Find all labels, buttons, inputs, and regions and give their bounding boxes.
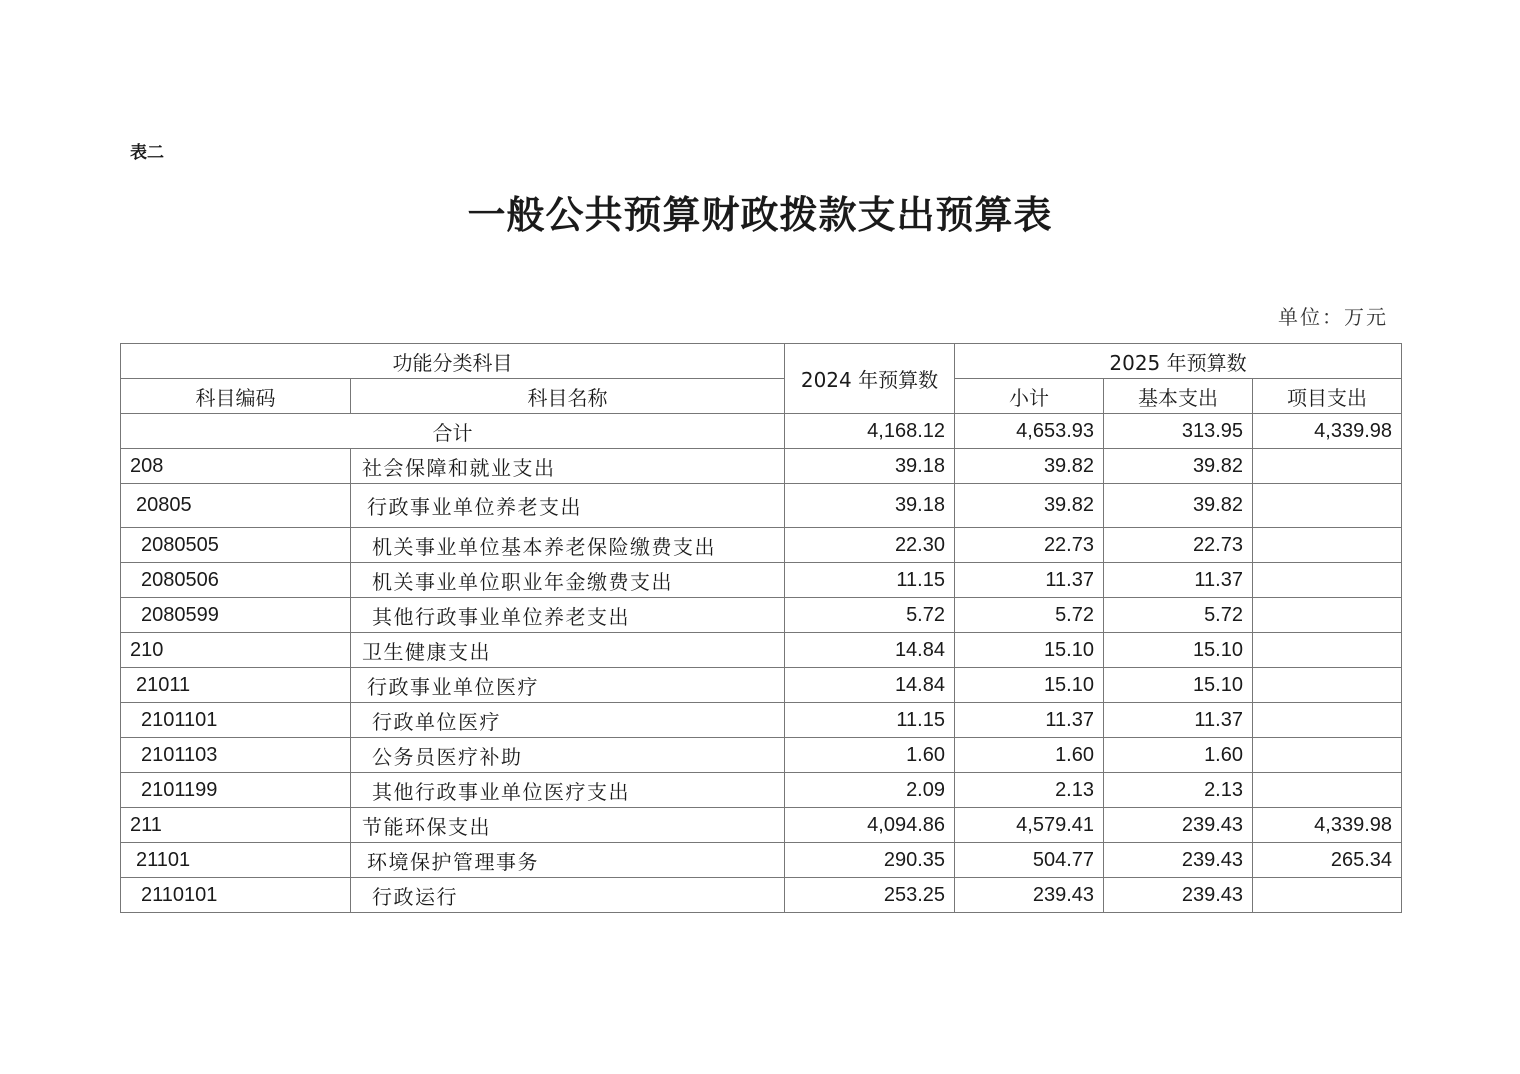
row-subtotal: 504.77 xyxy=(955,843,1104,878)
header-code: 科目编码 xyxy=(121,379,351,414)
header-budget-2024: 2024 年预算数 xyxy=(785,344,955,414)
row-basic: 11.37 xyxy=(1104,563,1253,598)
row-name: 环境保护管理事务 xyxy=(351,843,785,878)
header-basic: 基本支出 xyxy=(1104,379,1253,414)
row-budget-2024: 253.25 xyxy=(785,878,955,913)
table-row xyxy=(121,738,1402,773)
table-row xyxy=(121,773,1402,808)
row-name: 其他行政事业单位医疗支出 xyxy=(351,773,785,808)
table-row xyxy=(121,808,1402,843)
total-basic: 313.95 xyxy=(1104,414,1253,449)
table-row xyxy=(121,563,1402,598)
row-project xyxy=(1253,738,1402,773)
row-code: 211 xyxy=(121,808,351,843)
unit-note: 单位：万元 xyxy=(1278,305,1388,329)
row-code: 2101199 xyxy=(121,773,351,808)
budget-table xyxy=(120,343,1402,913)
row-basic: 22.73 xyxy=(1104,528,1253,563)
header-row-2 xyxy=(121,379,1402,414)
header-project: 项目支出 xyxy=(1253,379,1402,414)
header-budget-2025: 2025 年预算数 xyxy=(955,344,1402,379)
header-name: 科目名称 xyxy=(351,379,785,414)
row-code: 2110101 xyxy=(121,878,351,913)
row-name: 行政运行 xyxy=(351,878,785,913)
row-name: 机关事业单位基本养老保险缴费支出 xyxy=(351,528,785,563)
row-project xyxy=(1253,563,1402,598)
row-code: 20805 xyxy=(121,484,351,528)
total-project: 4,339.98 xyxy=(1253,414,1402,449)
row-budget-2024: 290.35 xyxy=(785,843,955,878)
row-project xyxy=(1253,528,1402,563)
table-row xyxy=(121,598,1402,633)
row-name: 行政事业单位医疗 xyxy=(351,668,785,703)
total-subtotal: 4,653.93 xyxy=(955,414,1104,449)
row-project: 4,339.98 xyxy=(1253,808,1402,843)
row-code: 2101103 xyxy=(121,738,351,773)
row-basic: 1.60 xyxy=(1104,738,1253,773)
row-budget-2024: 14.84 xyxy=(785,668,955,703)
total-row xyxy=(121,414,1402,449)
row-project xyxy=(1253,668,1402,703)
row-basic: 239.43 xyxy=(1104,878,1253,913)
row-project xyxy=(1253,484,1402,528)
row-subtotal: 239.43 xyxy=(955,878,1104,913)
row-code: 2080505 xyxy=(121,528,351,563)
row-subtotal: 1.60 xyxy=(955,738,1104,773)
row-code: 2080599 xyxy=(121,598,351,633)
row-basic: 15.10 xyxy=(1104,668,1253,703)
header-subtotal: 小计 xyxy=(955,379,1104,414)
row-code: 2080506 xyxy=(121,563,351,598)
row-basic: 5.72 xyxy=(1104,598,1253,633)
row-basic: 239.43 xyxy=(1104,843,1253,878)
row-subtotal: 39.82 xyxy=(955,449,1104,484)
document-title: 一般公共预算财政拨款支出预算表 xyxy=(467,192,1053,237)
row-basic: 39.82 xyxy=(1104,449,1253,484)
header-row-1 xyxy=(121,344,1402,379)
row-subtotal: 39.82 xyxy=(955,484,1104,528)
row-subtotal: 11.37 xyxy=(955,563,1104,598)
row-code: 21101 xyxy=(121,843,351,878)
row-budget-2024: 5.72 xyxy=(785,598,955,633)
row-budget-2024: 22.30 xyxy=(785,528,955,563)
row-budget-2024: 11.15 xyxy=(785,703,955,738)
row-code: 210 xyxy=(121,633,351,668)
row-subtotal: 22.73 xyxy=(955,528,1104,563)
row-subtotal: 15.10 xyxy=(955,668,1104,703)
table-row xyxy=(121,449,1402,484)
table-label: 表二 xyxy=(130,143,164,163)
row-code: 2101101 xyxy=(121,703,351,738)
row-subtotal: 4,579.41 xyxy=(955,808,1104,843)
row-name: 卫生健康支出 xyxy=(351,633,785,668)
row-project: 265.34 xyxy=(1253,843,1402,878)
row-code: 208 xyxy=(121,449,351,484)
row-budget-2024: 39.18 xyxy=(785,484,955,528)
row-budget-2024: 11.15 xyxy=(785,563,955,598)
row-basic: 239.43 xyxy=(1104,808,1253,843)
table-row xyxy=(121,843,1402,878)
table-row xyxy=(121,668,1402,703)
row-budget-2024: 39.18 xyxy=(785,449,955,484)
row-project xyxy=(1253,703,1402,738)
row-basic: 15.10 xyxy=(1104,633,1253,668)
table-row xyxy=(121,878,1402,913)
row-name: 其他行政事业单位养老支出 xyxy=(351,598,785,633)
row-project xyxy=(1253,878,1402,913)
total-budget-2024: 4,168.12 xyxy=(785,414,955,449)
row-subtotal: 15.10 xyxy=(955,633,1104,668)
row-code: 21011 xyxy=(121,668,351,703)
row-budget-2024: 1.60 xyxy=(785,738,955,773)
row-budget-2024: 14.84 xyxy=(785,633,955,668)
row-project xyxy=(1253,449,1402,484)
row-name: 公务员医疗补助 xyxy=(351,738,785,773)
row-name: 社会保障和就业支出 xyxy=(351,449,785,484)
row-basic: 2.13 xyxy=(1104,773,1253,808)
table-row xyxy=(121,633,1402,668)
table-row xyxy=(121,528,1402,563)
row-project xyxy=(1253,598,1402,633)
header-functional-category: 功能分类科目 xyxy=(121,344,785,379)
row-basic: 11.37 xyxy=(1104,703,1253,738)
row-project xyxy=(1253,773,1402,808)
table-row xyxy=(121,703,1402,738)
row-subtotal: 5.72 xyxy=(955,598,1104,633)
row-name: 行政事业单位养老支出 xyxy=(351,484,785,528)
row-basic: 39.82 xyxy=(1104,484,1253,528)
total-label: 合计 xyxy=(121,414,785,449)
row-subtotal: 11.37 xyxy=(955,703,1104,738)
row-budget-2024: 2.09 xyxy=(785,773,955,808)
row-project xyxy=(1253,633,1402,668)
row-name: 行政单位医疗 xyxy=(351,703,785,738)
row-budget-2024: 4,094.86 xyxy=(785,808,955,843)
row-subtotal: 2.13 xyxy=(955,773,1104,808)
table-row xyxy=(121,484,1402,528)
row-name: 机关事业单位职业年金缴费支出 xyxy=(351,563,785,598)
row-name: 节能环保支出 xyxy=(351,808,785,843)
